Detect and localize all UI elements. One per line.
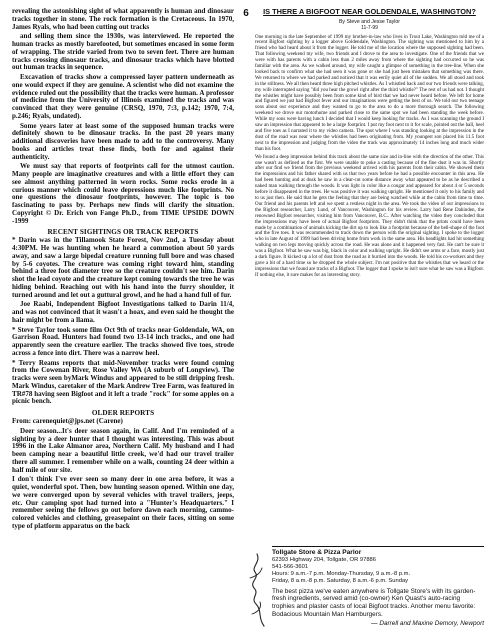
body-paragraph: Excavation of tracks show a compressed layer pattern underneath as one would expect if they are genuine. A scientist who did not examine the evidence ruled out the possibility that the tracks were human. A professor of medicine from the University of Illinois examined the tracks and was convinced that they were genuine (CRSQ, 1970, 7:3, p.142; 1970, 7:4, p.246; Ryals, undated). (12, 73, 234, 120)
older-report: Deer season...It's deer season again, in Calif. And I'm reminded of a sighting by a deer hunter that I thought was interesting. This was about 1996 in the Lake Almanor area, Northern Calif. My husband and I had been camping near a beautiful little creek, we'd had our travel trailer there all summer. I remember while on a walk, counting 24 deer within a half mile of our site. (12, 426, 234, 474)
ad-description: The best pizza we've eaten anywhere is Tollgate Store's with its garden-fresh ingredients, served amid (co-owner) Ken Quast's auto-racing trophies and plaster casts of local Bigfoot tracks. Another menu favorite: Bodacious Mountain Man Hamburgers. (272, 587, 476, 618)
article-byline: By Steve and Jesse Taylor (338, 18, 401, 25)
ad-address: 62393 Highway 204, Tollgate, OR 97886 (272, 556, 376, 563)
body-paragraph: revealing the astonishing sight of what apparently is human and dinosaur tracks together in stone. The rock formation is the Cretaceous. In 1970, James Ryals, who had been cutting out tracks (12, 8, 234, 31)
article-paragraph: One morning in the late September of 1999 my brother-in-law who lives in Trout Lake, Washington told me of a recent Bigfoot sighting by a logger above Goldendale, Washington. The sighting was mentioned to him by a friend who had heard about it from the logger. He told me of the location where the supposed sighting had been. That following weekend my wife, two friends and I drove to the area to investigate. One of the friends that we were with has parents with a cabin less than 2 miles away from where the sighting had occurred so he was familiar with the area. As we walked around, my wife caught a glimpse of something in the tree-line. When she looked back to confirm what she had seen it was gone or she had just been mistaken that something was there. We returned to where we had parked and noticed that it was eerily quiet all of the sudden. We all stood and took in the stillness. We all then heard three high pitched whistles. As I whistled back and our two friends were talking, my wife interrupted saying "did you hear the growl right after the third whistle?" The rest of us had not. I thought the whistles might have possibly been from some kind of bird that we had never heard before. We left for home and figured we just had Bigfoot fever and our imaginations were getting the best of us. We told our two teenage sons about our experience and they wanted to go to the area to do a more thorough search. The following weekend we drove our motorhome and parked close to the same spot we had been standing the week before. While my sons were having lunch I decided that I would keep looking for tracks. As I was scanning the ground I saw an impression that appeared to be a large footprint. I put my foot next to it for scale, pointed out the ball, heel and five toes as I narrated it to my video camera. The spot where I was standing looking at the impression in the dust of the road was near where the whistles had been originating from. My youngest son placed his 11.5 foot next to the impression and judging from the video the track was approximately 14 inches long and much wider than his foot. (255, 34, 484, 152)
ad-phone: 541-566-3601 (272, 563, 309, 570)
article-paragraph: We found a deep impression behind this track about the same size and in-line with the direction of the other. This one wasn't as defined as the first. We were unable to poke a casting because of the fine dust it was in. Shortly after our find we friend from the previous weekend arrived with his parents from their cabin. We showed them the impressions and his father shared with us that two years before he had a possible encounter in this area. He had been hunting and at dusk he saw in a clear-cut some distance away what appeared to be as he described a naked man walking through the woods. It was light in color like a cougar and appeared for about 4 or 5 seconds before it disappeared in the trees. He was positive it was walking upright. He mentioned it only to his family and to us just then. He said that he gets the feeling that they are being watched while at the cabin from time to time. Our friend and his parents left and we spent a restless night in the area. We took the video of our impressions to the Bigfoot researcher, Larry Lund, of Vancouver, Washington for his review. Larry had Rene Dahinden, the renowned Bigfoot researcher, visiting him from Vancouver, B.C.. After watching the video they concluded that the impressions may have been of actual Bigfoot footprints. They didn't think that the prints could have been made by a combination of animals kicking the dirt up to look like a footprint because of the bell-shape of the foot and the five toes. It was recommended to track down the person with the original sighting. I spoke to the logger who in late August of 1999 had been driving home from work in the same area. His headlights had hit something walking on two legs moving quickly across the road. He was alone and it happened very fast. He can't be sure it was a Bigfoot. What he saw was big, black in color and walking upright. He didn't see arms or a face, mostly just a dark figure. It kicked up a lot of dust from the road as it hurried into the woods. He told his co-workers and they gave a bit of a hard time so he dropped the whole subject. I'm not positive that the whistles that we heard or the impressions that we found are tracks of a Bigfoot. The logger that I spoke to isn't sure what he saw was a Bigfoot. If nothing else, it sure makes for an interesting story. (255, 154, 484, 278)
tollgate-ad (272, 546, 484, 628)
left-column (12, 8, 234, 634)
body-paragraph: and selling them since the 1930s, was interviewed. He reported the human tracks as mostly barefooted, but sometimes encased in some form of wrapping. The stride varied from two to seven feet. There are human tracks crossing dinosaur tracks, and dinosaur tracks which have blotted out human tracks in sequence. (12, 32, 234, 72)
article-date: 11-7-99 (361, 24, 378, 31)
ad-hours: Hours: 9 a.m.-7 p.m. Monday-Thursday, 9 a.m.-8 p.m. (272, 571, 411, 578)
ad-attribution: — Darrell and Maxine Demory, Newport (371, 620, 484, 628)
sighting-report: * Steve Taylor took some film Oct 9th of tracks near Goldendale, WA, on Garrison Road. Hunters had found two 13-14 inch tracks., and one had apparently seen the creature earlier. The tracks showed five toes, strode across a fence into dirt. There was a narrow heel. (12, 325, 234, 357)
older-report: I don't think I've ever seen so many deer in one area before, it was a quiet, wonderful spot. Then, bow hunting season opened. Within one day, we were converged upon by several vehicles with travel trailers, jeeps, etc. Our camping spot had turned into a "Hunter's Headquarters." I remember seeing the fellows go out before dawn each morning, cammo-colored vehicles and clothing, greasepaint on their faces, sitting on some type of platform apparatus on the back (12, 475, 234, 530)
section-heading-older: OLDER REPORTS (91, 409, 155, 417)
right-column (255, 8, 484, 634)
handwritten-signature (244, 548, 270, 628)
section-heading-sightings: RECENT SIGHTINGS OR TRACK REPORTS (47, 228, 199, 237)
older-report-source: From: carenequiet@jps.net (Carene) (12, 417, 123, 425)
ad-hours: Friday, 8 a.m.-8 p.m. Saturday, 8 a.m.-6 p.m. Sunday (272, 578, 409, 585)
sighting-report: Joe Raabi, Independent Bigfoot Investigations talked to Darin 11/4, and was not convinced that it wasn't a hoax, and even said he thought the hair might be from a llama. (12, 300, 234, 324)
body-paragraph: Some years later at least some of the supposed human tracks were definitely shown to be dinosaur tracks. In the past 20 years many additional discoveries have been made to add to the controversy. Many books and articles treat these finds, both for and against their authenticity. (12, 121, 234, 161)
ad-divider (272, 546, 484, 547)
ad-business-name: Tollgate Store & Pizza Parlor (272, 549, 362, 556)
body-paragraph: We must say that reports of footprints call for the utmost caution. Many people are imaginative creatures and with a little effort they can see almost anything patterned in worn rocks. Some rocks erode in a curious manner which could leave depressions much like footprints. No one questions the dinosaur footprints, however. The topic is too fascinating to pass by. Perhaps new finds will clarify the situation. Copyright © Dr. Erich von Fange Ph.D., from TIME UPSIDE DOWN -1999 (12, 162, 234, 225)
sighting-report: * Terry Reams reports that mid-November tracks were found coming from the Cowenan River, Rose Valley WA (A suburb of Longview). The tracks were seen byMark Windus and appeared to be still dripping fresh. Mark Windus, caretaker of the Mark Andrew Tree Farm, was featured in TR#78 having seen Bigfoot and it left a trade "rock" for some apples on a picnic bench. (12, 358, 234, 406)
sighting-report: * Darin was in the Tillamook State Forest, Nov 2nd, a Tuesday about 4:30PM. He was hunting when he heard a commotion about 50 yards away, and saw a large bipedal creature running full bore and was chased by 5-6 coyotes. The creature was coming right toward him, standing behind a three foot diameter tree so the creature couldn't see him. Darin shot the lead coyote and the creature kept coming towards the tree he was hiding behind. Reaching out with his hand into the furry shoulder, it turned around and let out a guttural growl, and he had a hand full of fur. (12, 236, 234, 299)
article-title: IS THERE A BIGFOOT NEAR GOLDENDALE, WASHINGTON? (263, 8, 476, 16)
page-number: 6 (243, 8, 249, 19)
